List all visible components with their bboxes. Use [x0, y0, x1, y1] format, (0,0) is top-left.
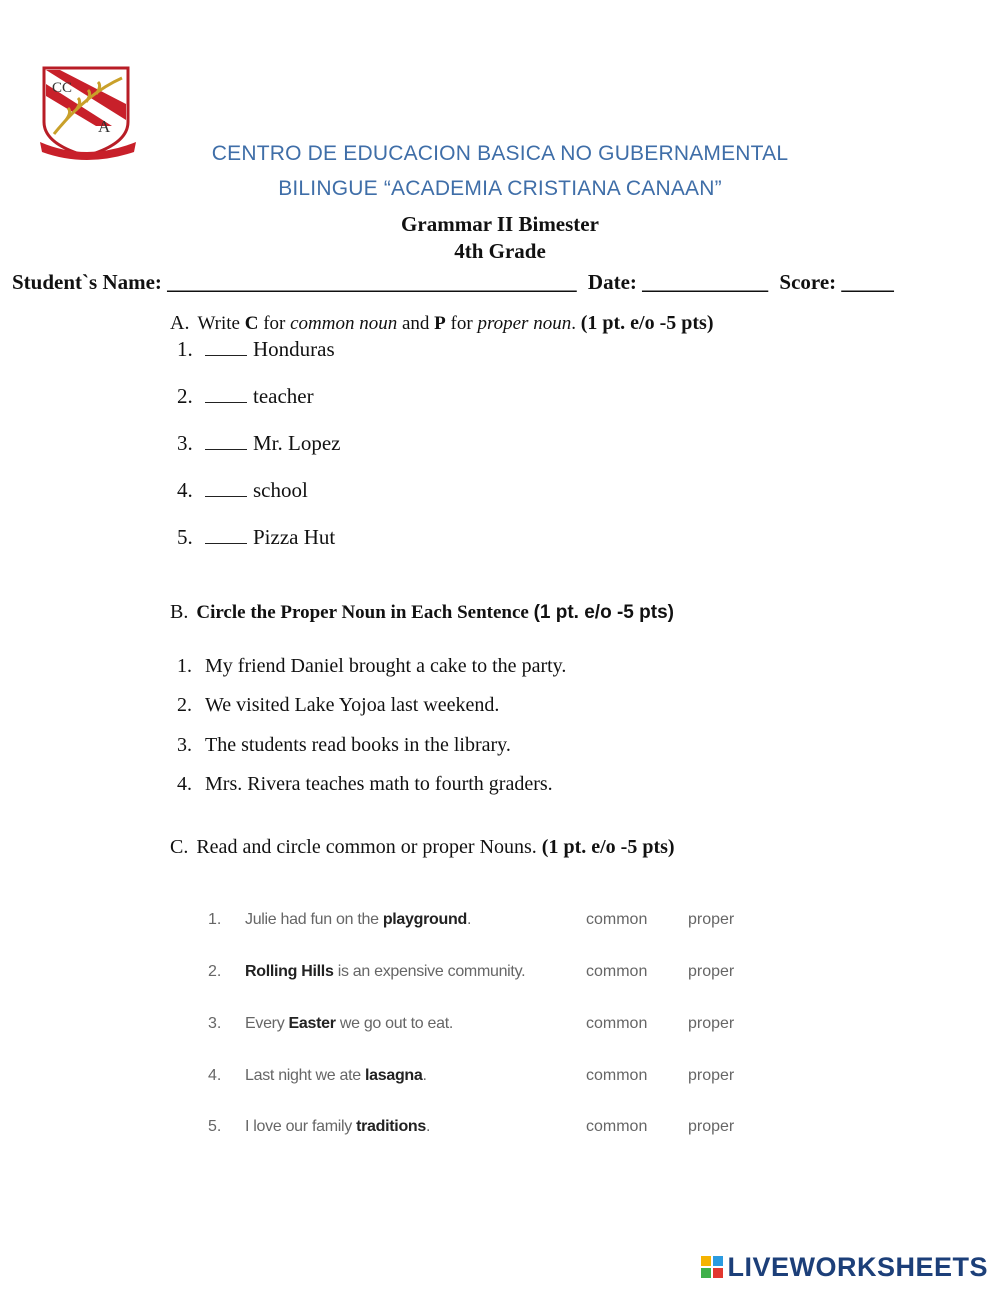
- section-c-row: [208, 911, 768, 941]
- section-a-heading: [170, 312, 713, 335]
- target-noun: playground: [382, 911, 467, 928]
- section-a-item: [177, 525, 335, 550]
- liveworksheets-mark-icon: [701, 1256, 723, 1278]
- item-number: 4.: [177, 773, 192, 795]
- section-a-item: [177, 337, 335, 362]
- section-a-item: [177, 431, 340, 456]
- option-proper[interactable]: proper: [688, 911, 735, 928]
- item-number: 1.: [177, 337, 193, 361]
- item-number: 1.: [208, 911, 222, 928]
- sentence-text[interactable]: My friend Daniel brought a cake to the party.: [205, 655, 567, 677]
- section-a-instr-c: C: [244, 313, 259, 334]
- option-common[interactable]: common: [586, 1067, 648, 1084]
- sentence-pre: Julie had fun on the: [245, 911, 383, 928]
- option-proper[interactable]: proper: [688, 1118, 735, 1135]
- sentence-post: .: [426, 1118, 431, 1135]
- item-number: 3.: [208, 1015, 222, 1032]
- school-name-line-2: BILINGUE “ACADEMIA CRISTIANA CANAAN”: [278, 177, 722, 200]
- target-noun: traditions: [356, 1118, 426, 1135]
- crest-letters-top: CC: [52, 80, 73, 96]
- sentence-post: is an expensive community.: [333, 963, 526, 980]
- section-a-instr-dot: .: [571, 313, 576, 334]
- option-common[interactable]: common: [586, 1118, 648, 1135]
- answer-blank[interactable]: [205, 337, 247, 356]
- section-c-row: [208, 1015, 768, 1045]
- section-a-item: [177, 384, 314, 409]
- sentence-text[interactable]: We visited Lake Yojoa last weekend.: [205, 694, 500, 716]
- sentence-post: we go out to eat.: [335, 1015, 454, 1032]
- section-b-instruction: Circle the Proper Noun in Each Sentence: [196, 602, 529, 623]
- section-c-row: [208, 963, 768, 993]
- sentence-text: [245, 963, 525, 981]
- option-common[interactable]: common: [586, 963, 648, 980]
- sentence-post: .: [422, 1067, 427, 1084]
- liveworksheets-brand-text: LIVEWORKSHEETS: [727, 1252, 988, 1282]
- section-b-item: [177, 773, 553, 796]
- sentence-pre: Last night we ate: [245, 1067, 366, 1084]
- section-c-instruction: Read and circle common or proper Nouns.: [196, 836, 537, 858]
- section-b-heading: [170, 601, 674, 624]
- sentence-text: [245, 911, 471, 929]
- section-a-instr-write: Write: [197, 313, 240, 334]
- option-proper[interactable]: proper: [688, 1015, 735, 1032]
- student-name-field[interactable]: Student`s Name: _______________________________________: [12, 270, 577, 294]
- section-a-points: (1 pt. e/o -5 pts): [580, 312, 714, 334]
- section-b-item: [177, 694, 499, 717]
- section-a-instr-and: and: [401, 313, 430, 334]
- option-proper[interactable]: proper: [688, 963, 735, 980]
- student-info-line: [12, 270, 992, 295]
- score-field[interactable]: Score: _____: [779, 270, 894, 294]
- crest-letter-bottom: A: [98, 117, 111, 136]
- section-b-points: (1 pt. e/o -5 pts): [533, 602, 674, 623]
- item-number: 2.: [177, 384, 193, 408]
- sentence-text: [245, 1067, 427, 1085]
- section-b-item: [177, 734, 511, 757]
- section-c-row: [208, 1067, 768, 1097]
- answer-blank[interactable]: [205, 478, 247, 497]
- target-noun: Rolling Hills: [245, 963, 334, 980]
- section-a-letter: A.: [170, 312, 190, 334]
- sentence-pre: I love our family: [245, 1118, 357, 1135]
- target-noun: lasagna: [365, 1067, 423, 1084]
- school-name-line-1: CENTRO DE EDUCACION BASICA NO GUBERNAMENTAL: [211, 142, 789, 165]
- item-number: 2.: [208, 963, 222, 980]
- item-text: Mr. Lopez: [253, 431, 341, 455]
- sentence-pre: Every: [245, 1015, 289, 1032]
- section-a-instr-for1: for: [263, 313, 286, 334]
- item-number: 5.: [208, 1118, 222, 1135]
- worksheet-title: Grammar II Bimester: [401, 212, 599, 236]
- item-text: school: [253, 478, 308, 502]
- liveworksheets-logo: [701, 1252, 988, 1283]
- section-a-instr-common: common noun: [290, 313, 398, 334]
- item-number: 2.: [177, 694, 192, 716]
- sentence-text[interactable]: The students read books in the library.: [205, 734, 511, 756]
- section-c-row: [208, 1118, 768, 1148]
- section-b-letter: B.: [170, 601, 189, 623]
- option-common[interactable]: common: [586, 1015, 648, 1032]
- item-number: 3.: [177, 431, 193, 455]
- item-number: 4.: [177, 478, 193, 502]
- date-field[interactable]: Date: ____________: [587, 270, 769, 294]
- answer-blank[interactable]: [205, 384, 247, 403]
- option-proper[interactable]: proper: [688, 1067, 735, 1084]
- sentence-post: .: [466, 911, 472, 928]
- item-number: 3.: [177, 734, 192, 756]
- sentence-text: [245, 1015, 453, 1033]
- section-c-heading: [170, 836, 675, 859]
- item-number: 4.: [208, 1067, 222, 1084]
- grade-label: 4th Grade: [454, 239, 546, 263]
- section-c-points: (1 pt. e/o -5 pts): [541, 836, 675, 858]
- option-common[interactable]: common: [586, 911, 648, 928]
- item-text: Honduras: [253, 337, 335, 361]
- section-a-instr-proper: proper noun: [477, 313, 572, 334]
- section-c-letter: C.: [170, 836, 189, 858]
- answer-blank[interactable]: [205, 431, 247, 450]
- section-a-item: [177, 478, 308, 503]
- target-noun: Easter: [288, 1015, 336, 1032]
- section-a-instr-p: P: [434, 313, 446, 334]
- sentence-text[interactable]: Mrs. Rivera teaches math to fourth graders.: [205, 773, 553, 795]
- sentence-text: [245, 1118, 430, 1136]
- section-b-item: [177, 655, 566, 678]
- item-text: Pizza Hut: [253, 525, 336, 549]
- answer-blank[interactable]: [205, 525, 247, 544]
- item-text: teacher: [253, 384, 314, 408]
- section-a-instr-for2: for: [450, 313, 473, 334]
- item-number: 5.: [177, 525, 193, 549]
- item-number: 1.: [177, 655, 192, 677]
